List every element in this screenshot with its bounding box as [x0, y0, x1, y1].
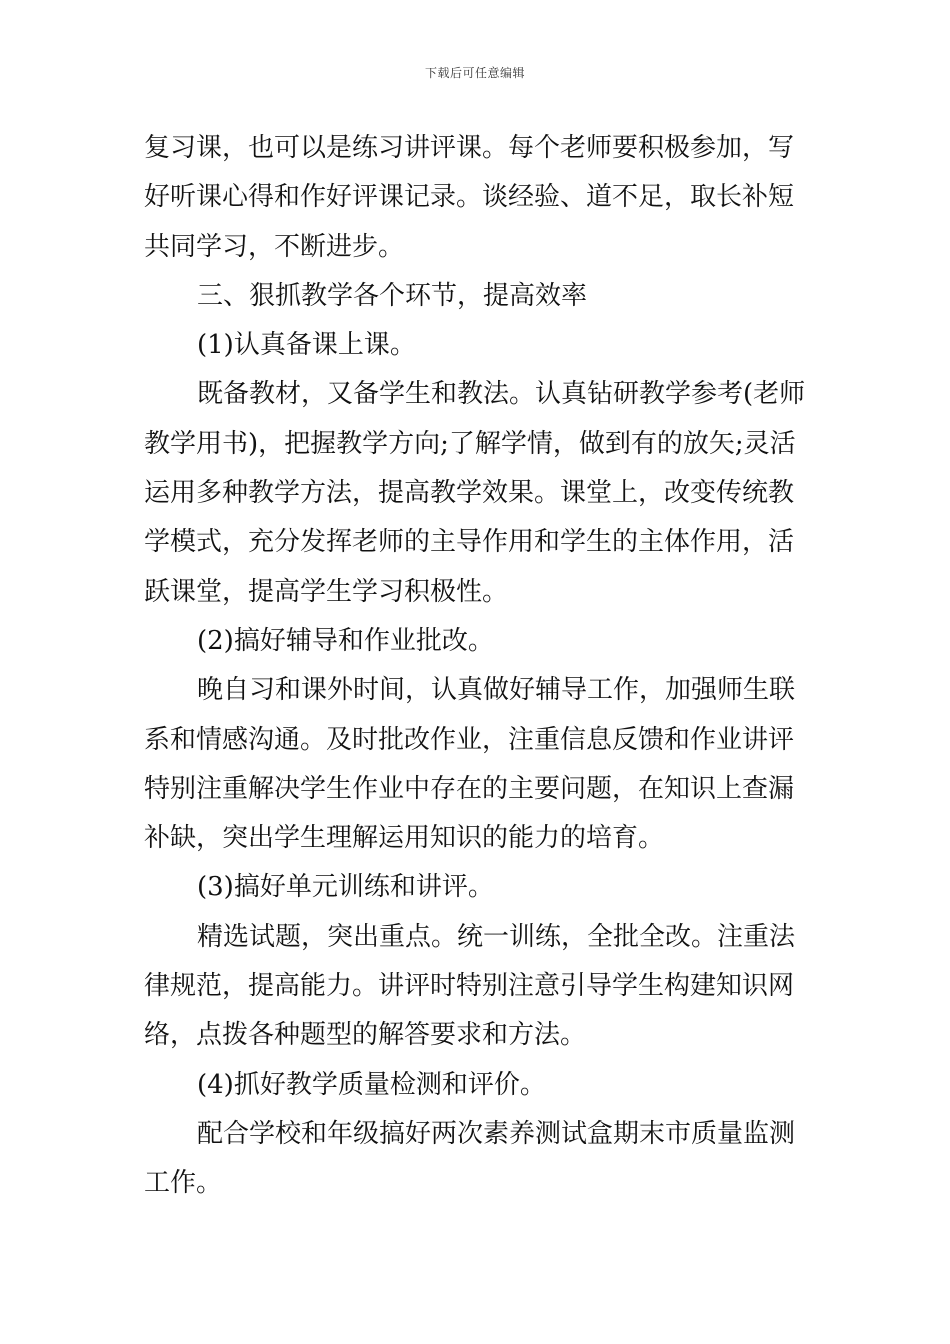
- text-line: 系和情感沟通。及时批改作业，注重信息反馈和作业讲评: [144, 724, 795, 755]
- document-body: [144, 124, 808, 1209]
- text-line: 律规范，提高能力。讲评时特别注意引导学生构建知识网: [144, 971, 795, 1002]
- page-header: 下载后可任意编辑: [424, 66, 525, 80]
- text-line: 配合学校和年级搞好两次素养测试盒期末市质量监测: [197, 1118, 796, 1149]
- text-line: 精选试题，突出重点。统一训练，全批全改。注重法: [197, 921, 796, 952]
- text-line: 共同学习，不断进步。: [144, 231, 405, 262]
- subsection-heading: (3)搞好单元训练和讲评。: [197, 872, 494, 903]
- text-line: 好听课心得和作好评课记录。谈经验、道不足，取长补短: [144, 182, 795, 213]
- text-line: 学模式，充分发挥老师的主导作用和学生的主体作用，活: [144, 527, 795, 558]
- text-line: 工作。: [144, 1168, 223, 1199]
- subsection-heading: (4)抓好教学质量检测和评价。: [197, 1069, 546, 1100]
- section-heading: 三、狠抓教学各个环节，提高效率: [197, 280, 588, 311]
- subsection-heading: (1)认真备课上课。: [197, 330, 416, 361]
- subsection-heading: (2)搞好辅导和作业批改。: [197, 625, 494, 656]
- text-line: 教学用书)，把握教学方向;了解学情，做到有的放矢;灵活: [144, 428, 796, 459]
- text-line: 跃课堂，提高学生学习积极性。: [144, 576, 509, 607]
- text-line: 络，点拨各种题型的解答要求和方法。: [144, 1020, 587, 1051]
- text-line: 运用多种教学方法，提高教学效果。课堂上，改变传统教: [144, 478, 795, 509]
- text-line: 晚自习和课外时间，认真做好辅导工作，加强师生联: [197, 675, 796, 706]
- text-line: 补缺，突出学生理解运用知识的能力的培育。: [144, 823, 665, 854]
- text-line: 既备教材，又备学生和教法。认真钻研教学参考(老师: [197, 379, 806, 410]
- text-line: 复习课，也可以是练习讲评课。每个老师要积极参加，写: [144, 133, 795, 163]
- text-line: 特别注重解决学生作业中存在的主要问题，在知识上查漏: [144, 773, 795, 804]
